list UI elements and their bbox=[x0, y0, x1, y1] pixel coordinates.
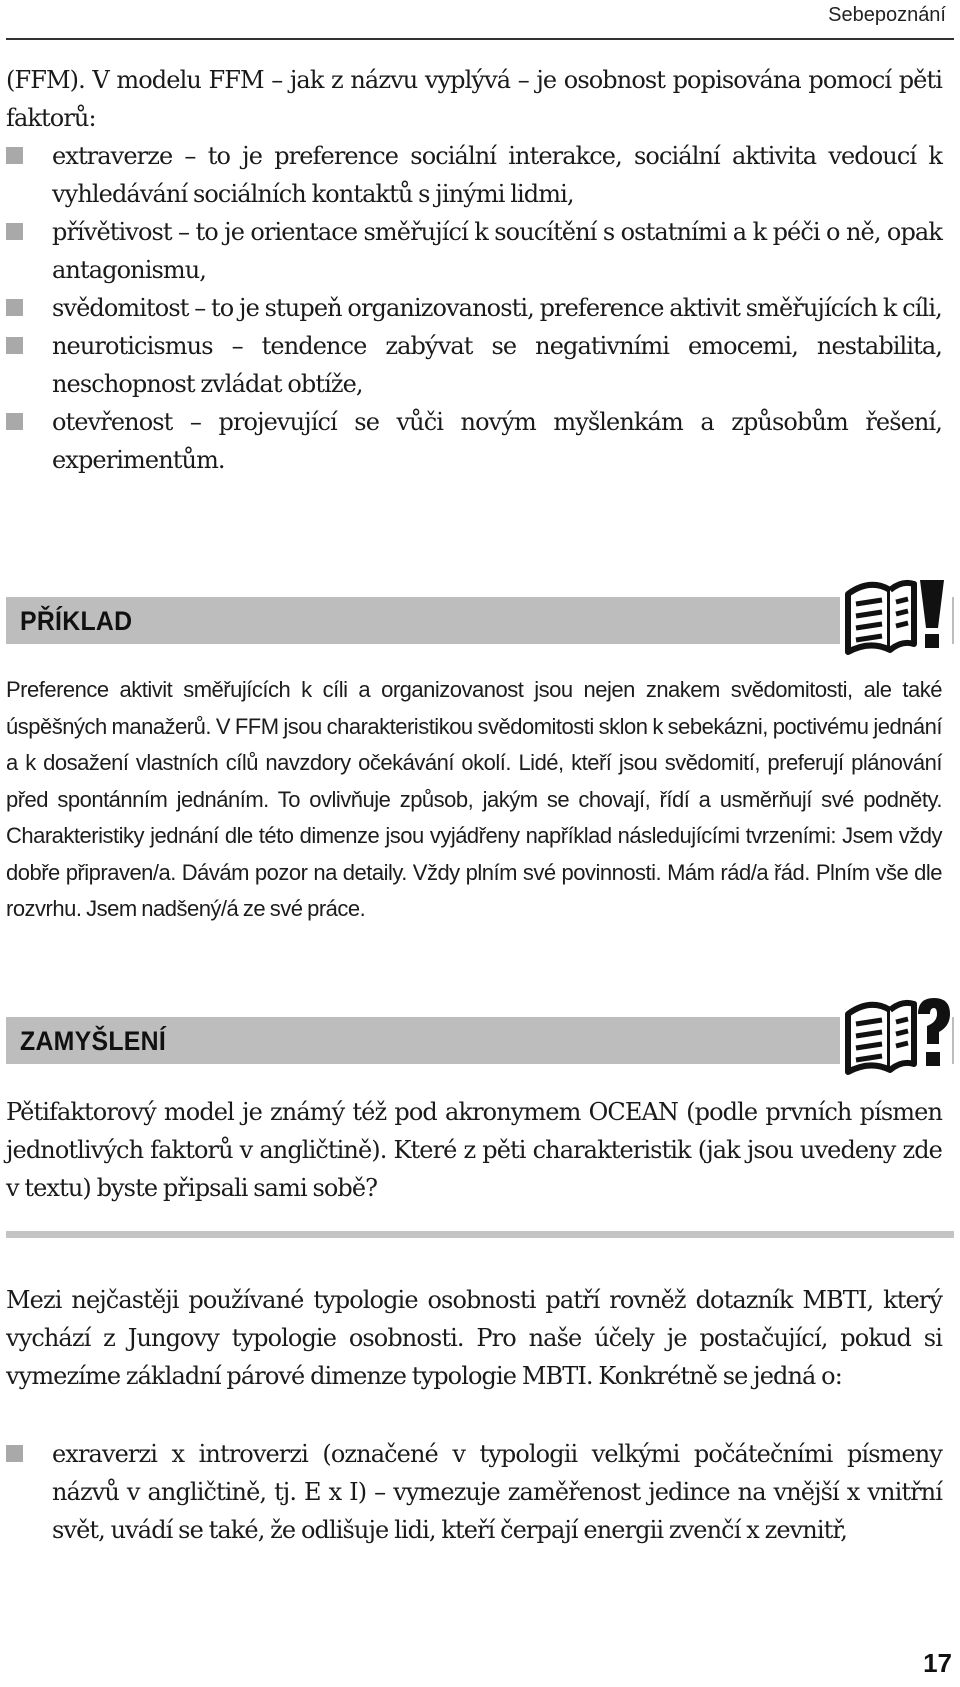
section-divider bbox=[6, 1231, 954, 1238]
example-text: Preference aktivit směřujících k cíli a organizovanost jsou nejen znakem svědomitosti, ale také úspěšných manažerů. V FFM jsou charakteristikou svědomitosti sklon k sebekázni, poctivému jednání a k dosažení vlastních cílů navzdory očekávání okolí. Lidé, kteří jsou svědomití, preferují plánování před spontánním jednáním. To ovlivňuje způsob, jakým se chovají, řídí a usměrňují své podněty. Charakteristiky jednání dle této dimenze jsou vyjádřeny například následujícími tvrzeními: Jsem vždy dobře připraven/a. Dávám pozor na detaily. Vždy plním své povinnosti. Mám rád/a řád. Plním vše dle rozvrhu. Jsem nadšený/á ze své práce. bbox=[6, 677, 942, 921]
reflection-text: Pětifaktorový model je známý též pod akronymem OCEAN (podle prvních písmen jednotlivých faktorů v angličtině). Které z pěti charakteristik (jak jsou uvedeny zde v textu) byste připsali sami sobě? bbox=[6, 1098, 942, 1202]
square-bullet-icon bbox=[6, 1445, 23, 1462]
list-item-text: svědomitost – to je stupeň organizovanosti, preference aktivit směřujících k cíli, bbox=[52, 294, 942, 322]
running-head: Sebepoznání bbox=[828, 4, 946, 26]
ffm-factor-list bbox=[6, 137, 942, 479]
mbti-paragraph: Mezi nejčastěji používané typologie osobnosti patří rovněž dotazník MBTI, který vychází z Jungovy typologie osobnosti. Pro naše účely je postačující, pokud si vymezíme základní párové dimenze typologie MBTI. Konkrétně se jedná o: bbox=[6, 1286, 942, 1390]
reflection-section-title: ZAMYŠLENÍ bbox=[20, 1026, 167, 1056]
list-item bbox=[6, 327, 942, 403]
list-item bbox=[6, 289, 942, 327]
header-rule bbox=[6, 38, 954, 40]
book-question-icon bbox=[840, 992, 952, 1078]
list-item bbox=[6, 403, 942, 479]
book-exclamation-icon bbox=[840, 572, 952, 658]
mbti-dimension-list bbox=[6, 1435, 942, 1549]
example-section-title: PŘÍKLAD bbox=[20, 606, 133, 636]
list-item bbox=[6, 213, 942, 289]
square-bullet-icon bbox=[6, 223, 23, 240]
list-item-text: extraverze – to je preference sociální interakce, sociální aktivita vedoucí k vyhledávání sociálních kontaktů s jinými lidmi, bbox=[52, 142, 942, 208]
square-bullet-icon bbox=[6, 413, 23, 430]
reflection-section-header bbox=[6, 1017, 954, 1064]
intro-paragraph: (FFM). V modelu FFM – jak z názvu vyplývá – je osobnost popisována pomocí pěti faktorů: bbox=[6, 66, 942, 132]
square-bullet-icon bbox=[6, 147, 23, 164]
list-item bbox=[6, 137, 942, 213]
square-bullet-icon bbox=[6, 299, 23, 316]
page-number: 17 bbox=[923, 1648, 952, 1678]
square-bullet-icon bbox=[6, 337, 23, 354]
list-item bbox=[6, 1435, 942, 1549]
list-item-text: přívětivost – to je orientace směřující k soucítění s ostatními a k péči o ně, opak antagonismu, bbox=[52, 218, 942, 284]
list-item-text: otevřenost – projevující se vůči novým myšlenkám a způsobům řešení, experimentům. bbox=[52, 408, 942, 474]
list-item-text: neuroticismus – tendence zabývat se negativními emocemi, nestabilita, neschopnost zvládat obtíže, bbox=[52, 332, 942, 398]
list-item-text: exraverzi x introverzi (označené v typologii velkými počátečními písmeny názvů v angličtině, tj. E x I) – vymezuje zaměřenost jedince na vnější x vnitřní svět, uvádí se také, že odlišuje lidi, kteří čerpají energii zvenčí x zevnitř, bbox=[52, 1440, 942, 1544]
example-section-header bbox=[6, 597, 954, 644]
